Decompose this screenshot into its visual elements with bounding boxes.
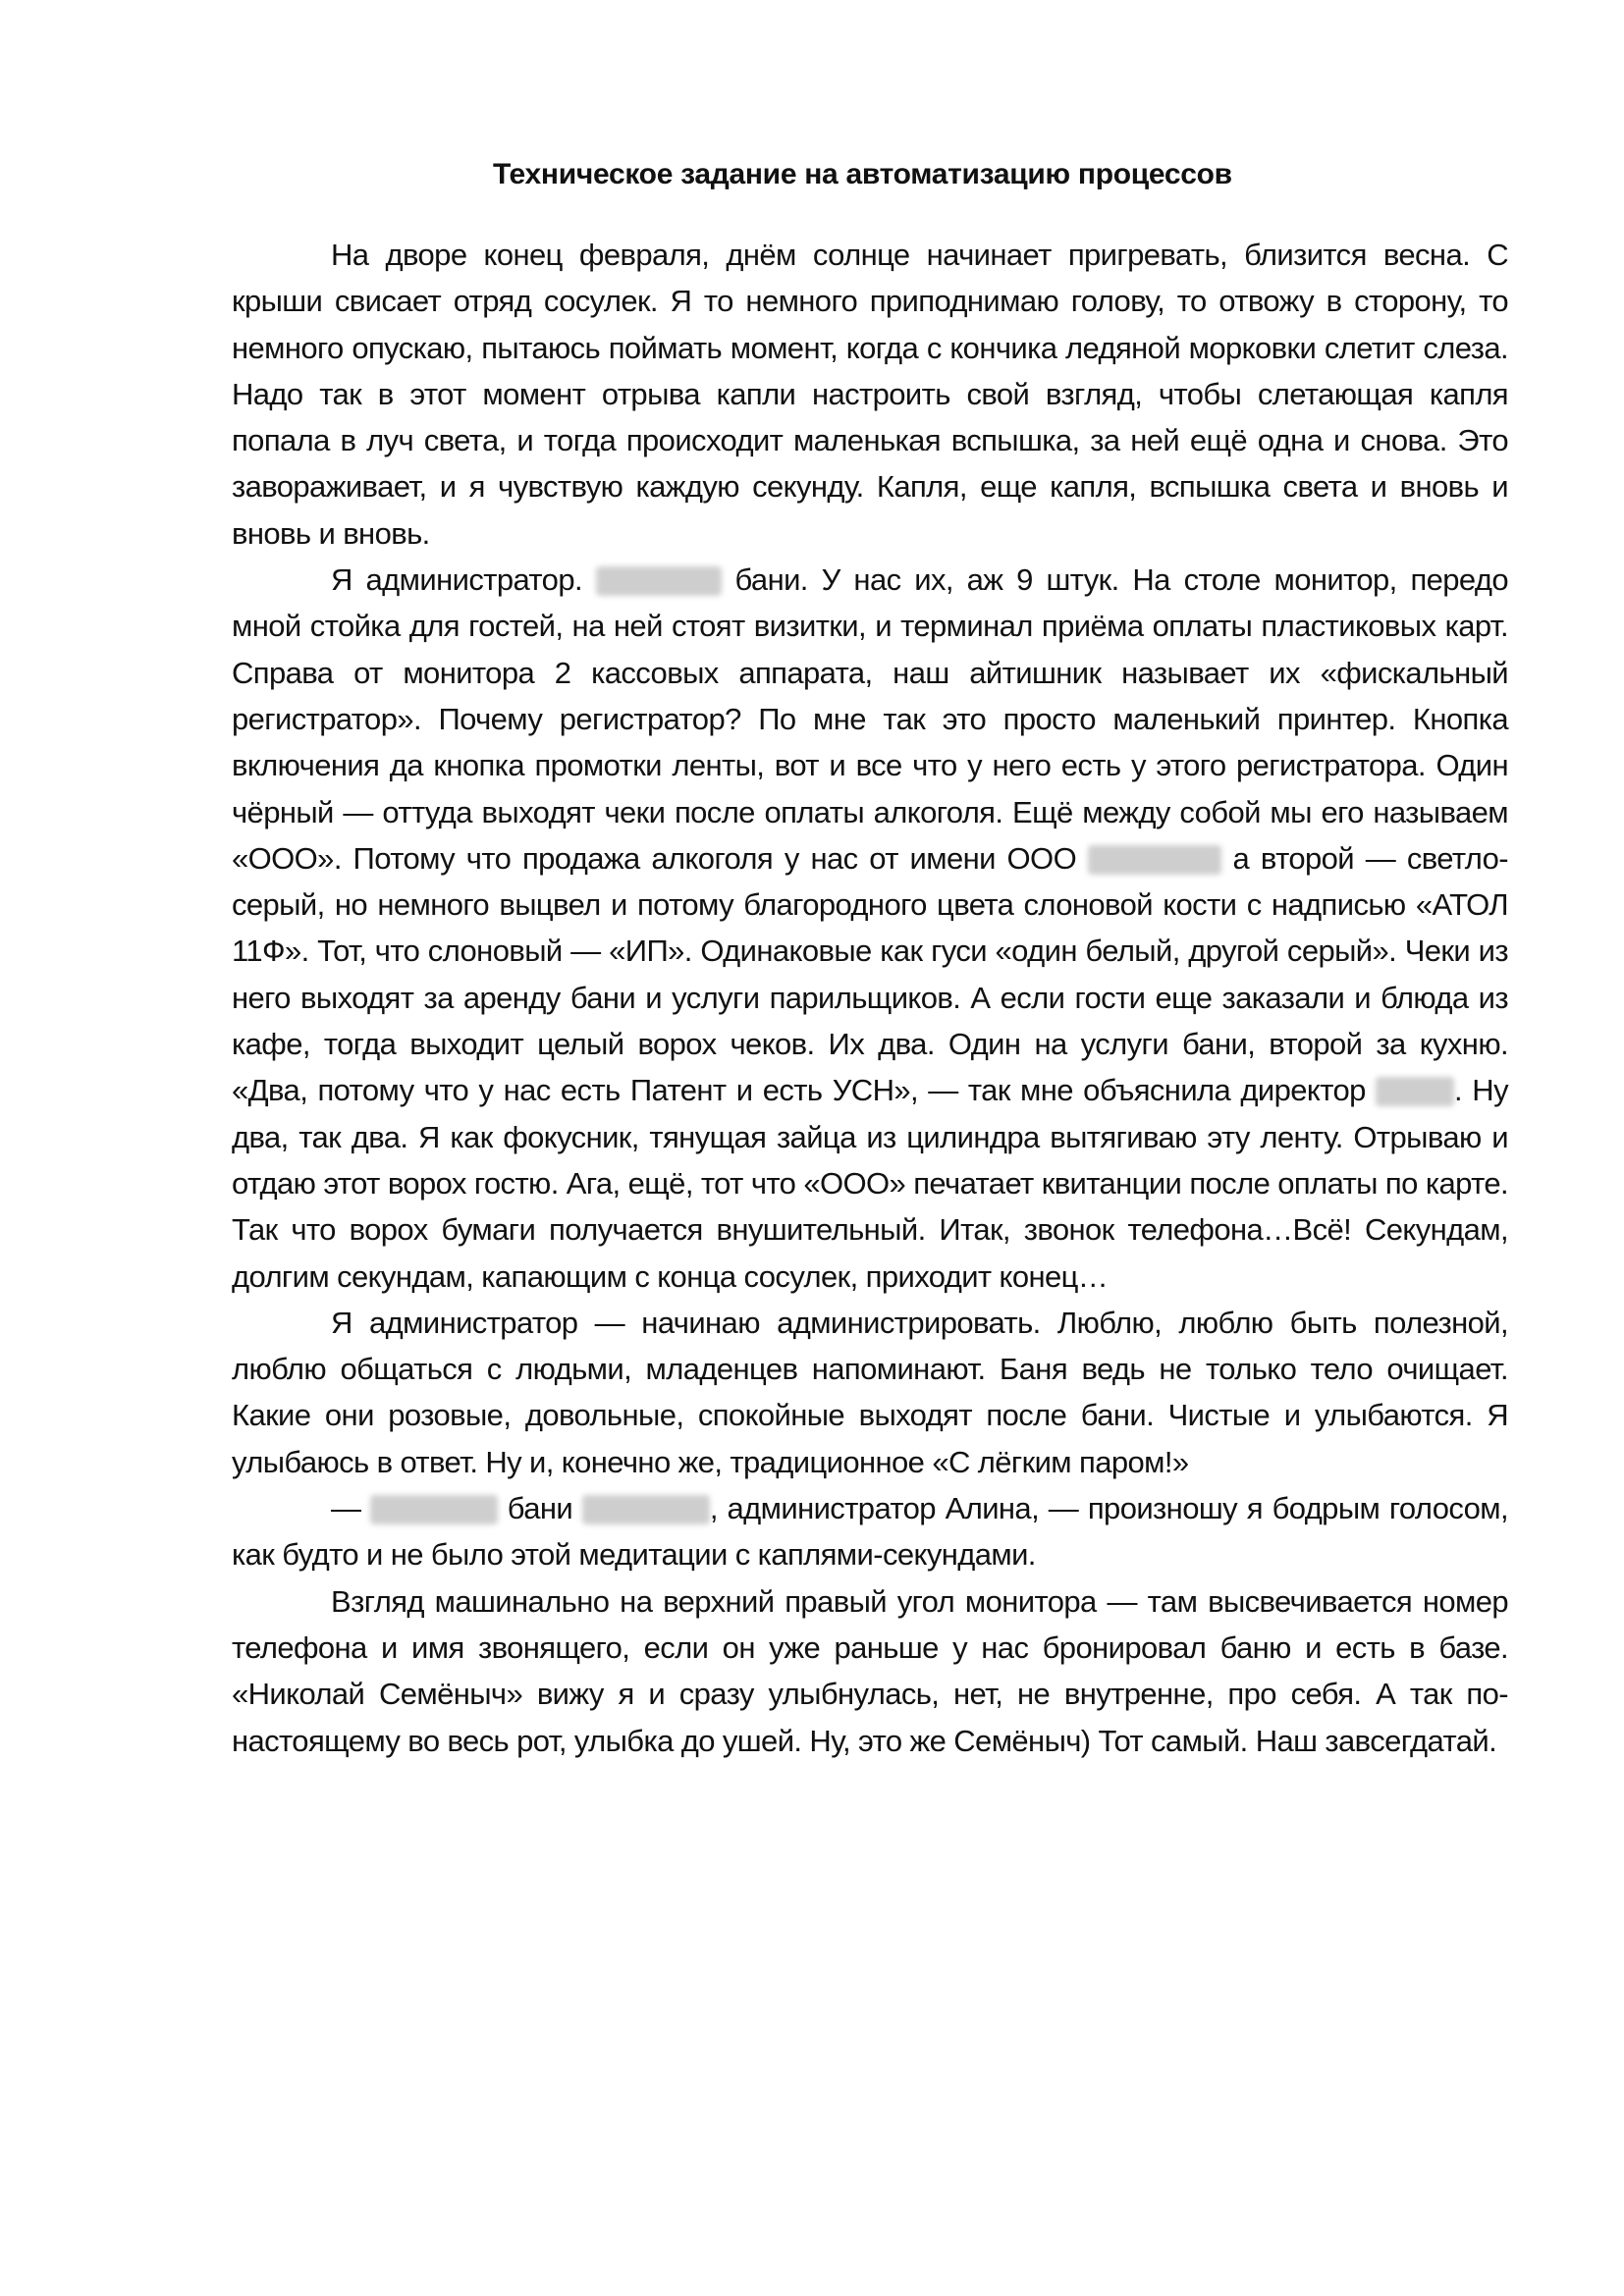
paragraph-1 [232,232,1508,557]
paragraph-text: бани. У нас их, аж 9 штук. На столе монитор, передо мной стойка для гостей, на ней стоят визитки, и терминал приёма оплаты пластиковых карт. Справа от монитора 2 кассовых аппарата, наш айтишник называет их «фискальный регистратор». Почему регистратор? По мне так это просто маленький принтер. Кнопка включения да кнопка промотки ленты, вот и все что у него есть у этого регистратора. Один чёрный — оттуда выходят чеки после оплаты алкоголя. Ещё между собой мы его называем «ООО». Потому что продажа алкоголя у нас от имени ООО [232,562,1509,876]
redacted-text [370,1495,498,1524]
paragraph-2 [232,557,1508,1300]
paragraph-text: Я администратор — начинаю администрировать. Люблю, люблю быть полезной, люблю общаться с людьми, младенцев напоминают. Баня ведь не только тело очищает. Какие они розовые, довольные, спокойные выходят после бани. Чистые и улыбаются. Я улыбаюсь в ответ. Ну и, конечно же, традиционное «С лёгким паром!» [232,1305,1508,1479]
paragraph-text: На дворе конец февраля, днём солнце начинает пригревать, близится весна. С крыши свисает отряд сосулек. Я то немного приподнимаю голову, то отвожу в сторону, то немного опускаю, пытаюсь поймать момент, когда с кончика ледяной морковки слетит слеза. Надо так в этот момент отрыва капли настроить свой взгляд, чтобы слетающая капля попала в луч света, и тогда происходит маленькая вспышка, за ней ещё одна и снова. Это завораживает, и я чувствую каждую секунду. Капля, еще капля, вспышка света и вновь и вновь и вновь. [232,238,1508,551]
paragraph-3 [232,1300,1508,1485]
redacted-text [1376,1077,1454,1106]
paragraph-text: , администратор Алина, — произношу я бодрым голосом, как будто и не было этой медитации с каплями-секундами. [232,1491,1508,1573]
paragraph-text: — [331,1491,371,1526]
document-page [232,155,1508,1764]
redacted-text [596,566,722,596]
paragraph-5 [232,1578,1508,1764]
paragraph-text: бани [498,1491,582,1526]
redacted-text [582,1495,710,1524]
paragraph-text: а второй — светло-серый, но немного выцвел и потому благородного цвета слоновой кости с надписью «АТОЛ 11Ф». Тот, что слоновый — «ИП». Одинаковые как гуси «один белый, другой серый». Чеки из него выходят за аренду бани и услуги парильщиков. А если гости еще заказали и блюда из кафе, тогда выходит целый ворох чеков. Их два. Один на услуги бани, второй за кухню. «Два, потому что у нас есть Патент и есть УСН», — так мне объяснила директор [232,840,1508,1108]
paragraph-text: Я администратор. [331,562,596,598]
paragraph-text: Взгляд машинально на верхний правый угол монитора — там высвечивается номер телефона и имя звонящего, если он уже раньше у нас бронировал баню и есть в базе. «Николай Семёныч» вижу я и сразу улыбнулась, нет, не внутренне, про себя. А так по-настоящему во весь рот, улыбка до ушей. Ну, это же Семёныч) Тот самый. Наш завсегдатай. [232,1583,1508,1758]
paragraph-text: . Ну два, так два. Я как фокусник, тянущая зайца из цилиндра вытягиваю эту ленту. Отрываю и отдаю этот ворох гостю. Ага, ещё, тот что «ООО» печатает квитанции после оплаты по карте. Так что ворох бумаги получается внушительный. Итак, звонок телефона…Всё! Секундам, долгим секундам, капающим с конца сосулек, приходит конец… [232,1073,1508,1294]
document-title: Техническое задание на автоматизацию процессов [493,158,1232,190]
redacted-text [1088,845,1221,875]
paragraph-4 [232,1485,1508,1578]
